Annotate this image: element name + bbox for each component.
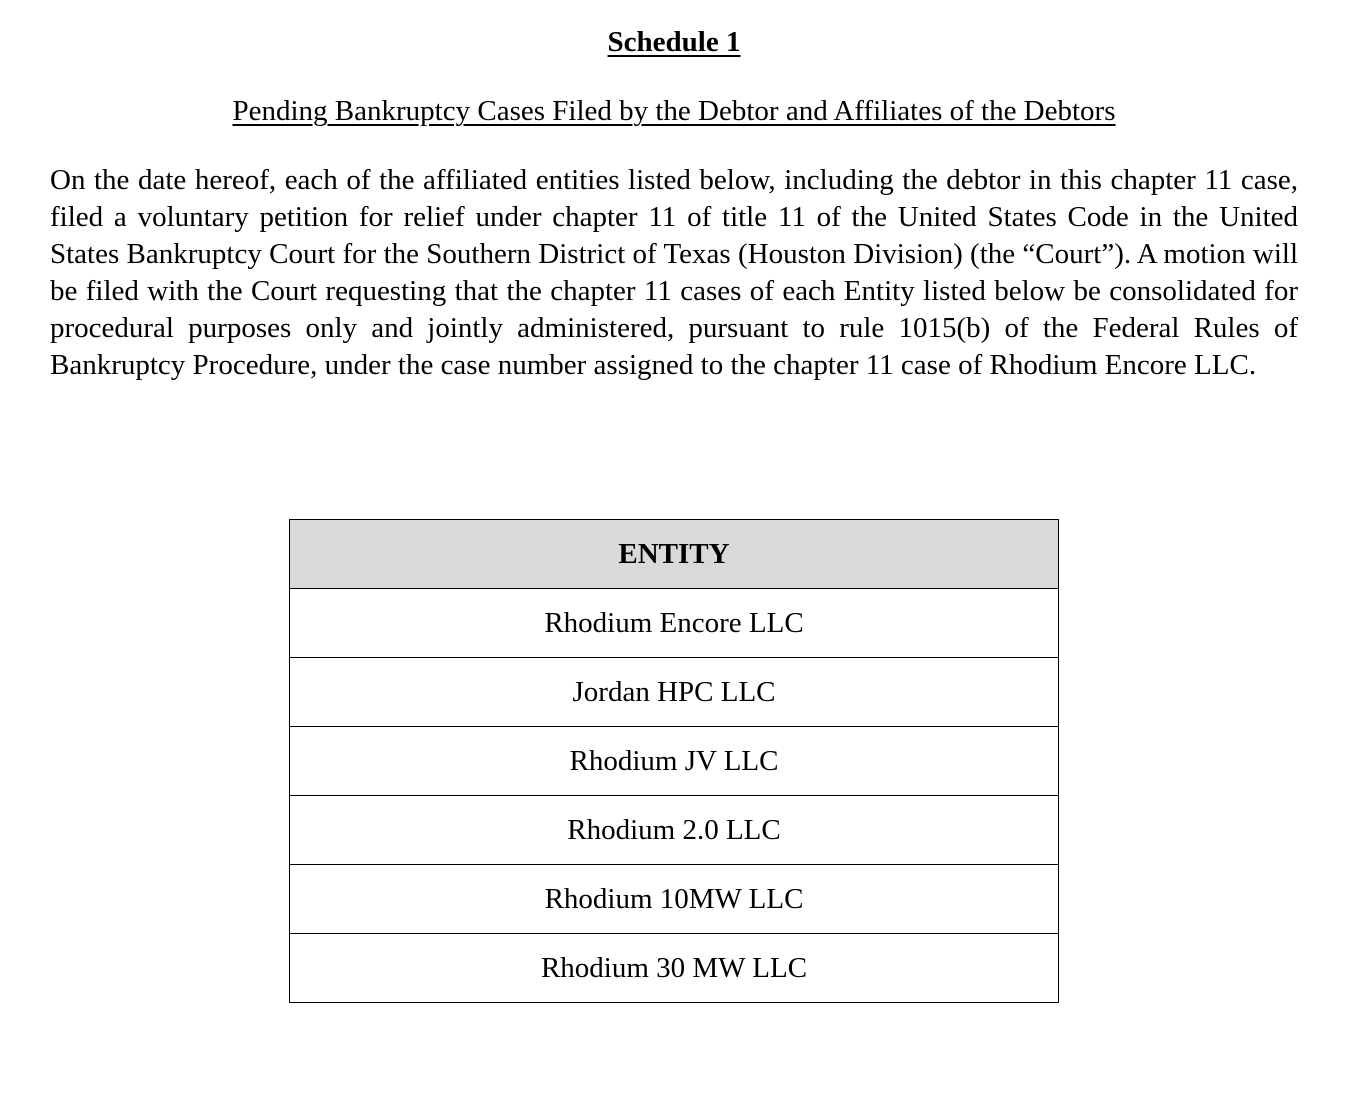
table-row (290, 865, 1059, 934)
table-row (290, 727, 1059, 796)
entity-cell: Rhodium 2.0 LLC (290, 796, 1059, 865)
table-row (290, 796, 1059, 865)
table-header-row (290, 520, 1059, 589)
entity-column-header: ENTITY (290, 520, 1059, 589)
schedule-title: Schedule 1 (607, 26, 741, 58)
entity-cell: Rhodium JV LLC (290, 727, 1059, 796)
entity-cell: Rhodium Encore LLC (290, 589, 1059, 658)
schedule-subtitle: Pending Bankruptcy Cases Filed by the Debtor and Affiliates of the Debtors (232, 95, 1116, 127)
table-row (290, 589, 1059, 658)
entity-cell: Rhodium 10MW LLC (290, 865, 1059, 934)
entity-cell: Rhodium 30 MW LLC (290, 934, 1059, 1003)
table-row (290, 934, 1059, 1003)
entity-table (289, 519, 1059, 1003)
table-row (290, 658, 1059, 727)
entity-cell: Jordan HPC LLC (290, 658, 1059, 727)
body-paragraph: On the date hereof, each of the affiliated entities listed below, including the debtor in this chapter 11 case, filed a voluntary petition for relief under chapter 11 of title 11 of the United States Code in the United States Bankruptcy Court for the Southern District of Texas (Houston Division) (the “Court”). A motion will be filed with the Court requesting that the chapter 11 cases of each Entity listed below be consolidated for procedural purposes only and jointly administered, pursuant to rule 1015(b) of the Federal Rules of Bankruptcy Procedure, under the case number assigned to the chapter 11 case of Rhodium Encore LLC. (50, 164, 1298, 381)
